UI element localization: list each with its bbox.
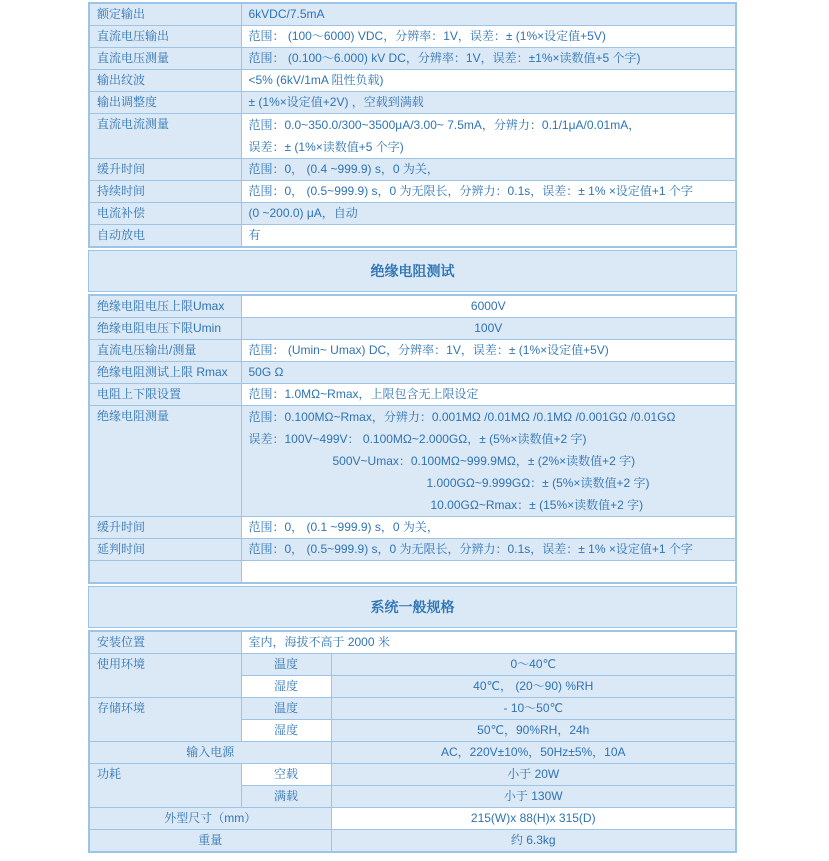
row-label: 使用环境 (89, 654, 241, 698)
row-value: (0 ~200.0) μA，自动 (241, 203, 736, 225)
row-value: 有 (241, 225, 736, 248)
table-row (89, 808, 736, 830)
row-label: 存储环境 (89, 698, 241, 742)
row-sublabel: 湿度 (241, 720, 331, 742)
row-value: 小于 20W (331, 764, 736, 786)
row-value: 0～40℃ (331, 654, 736, 676)
row-value: 范围： (Umin~ Umax) DC，分辨率：1V，误差：± (1%×设定值+5V) (241, 340, 736, 362)
table-row (89, 830, 736, 853)
row-value (241, 114, 736, 159)
table-row (89, 318, 736, 340)
row-value: 小于 130W (331, 786, 736, 808)
table-row (89, 539, 736, 561)
row-sublabel: 温度 (241, 654, 331, 676)
row-value: 约 6.3kg (331, 830, 736, 853)
row-value: 100V (241, 318, 736, 340)
table-row (89, 26, 736, 48)
row-value: <5% (6kV/1mA 阻性负载) (241, 70, 736, 92)
row-value (241, 406, 736, 517)
table-row (89, 561, 736, 584)
row-label: 直流电流测量 (89, 114, 241, 159)
row-label: 安装位置 (89, 631, 241, 654)
row-label: 额定输出 (89, 3, 241, 26)
table-row (89, 384, 736, 406)
table-row (89, 654, 736, 676)
table-row (89, 631, 736, 654)
row-sublabel: 空载 (241, 764, 331, 786)
section-header-insulation: 绝缘电阻测试 (88, 250, 737, 292)
row-value: 50℃，90%RH，24h (331, 720, 736, 742)
row-label: 绝缘电阻测试上限 Rmax (89, 362, 241, 384)
value-line: 范围：0.100MΩ~Rmax，分辨力：0.001MΩ /0.01MΩ /0.1MΩ /0.001GΩ /0.01GΩ (248, 410, 676, 424)
table-row (89, 181, 736, 203)
value-line: 10.00GΩ~Rmax：± (15%×读数值+2 字) (430, 498, 644, 512)
row-label: 持续时间 (89, 181, 241, 203)
row-value: 范围：0， (0.1 ~999.9) s，0 为关， (241, 517, 736, 539)
table-row (89, 764, 736, 786)
spec-table-dc-output (88, 2, 737, 248)
row-label: 绝缘电阻电压上限Umax (89, 295, 241, 318)
row-label: 功耗 (89, 764, 241, 808)
row-label: 电阻上下限设置 (89, 384, 241, 406)
value-line: 1.000GΩ~9.999GΩ：± (5%×读数值+2 字) (426, 476, 650, 490)
row-label: 延判时间 (89, 539, 241, 561)
row-label: 电流补偿 (89, 203, 241, 225)
row-sublabel: 温度 (241, 698, 331, 720)
row-value: ± (1%×设定值+2V) ，空载到满载 (241, 92, 736, 114)
table-row (89, 340, 736, 362)
row-value: AC，220V±10%，50Hz±5%，10A (331, 742, 736, 764)
table-row (89, 295, 736, 318)
section-header-system: 系统一般规格 (88, 586, 737, 628)
table-row (89, 698, 736, 720)
row-value: 范围： (0.100～6.000) kV DC，分辨率：1V，误差：±1%×读数值+5 个字) (241, 48, 736, 70)
value-line: 误差：100V~499V： 0.100MΩ~2.000GΩ，± (5%×读数值+2 字) (248, 432, 587, 446)
table-row (89, 406, 736, 517)
table-row (89, 70, 736, 92)
row-value: - 10～50℃ (331, 698, 736, 720)
value-line: 误差：± (1%×读数值+5 个字) (248, 140, 404, 154)
row-label: 输出纹波 (89, 70, 241, 92)
row-sublabel: 湿度 (241, 676, 331, 698)
row-value: 范围：0， (0.5~999.9) s，0 为无限长，分辨力：0.1s，误差：± 1% ×设定值+1 个字 (241, 539, 736, 561)
spec-table-system (88, 630, 737, 853)
row-value: 范围：0， (0.5~999.9) s，0 为无限长，分辨力：0.1s，误差：± 1% ×设定值+1 个字 (241, 181, 736, 203)
row-label: 直流电压测量 (89, 48, 241, 70)
row-label: 缓升时间 (89, 517, 241, 539)
table-row (89, 159, 736, 181)
spec-table-insulation (88, 294, 737, 584)
row-label: 自动放电 (89, 225, 241, 248)
row-value: 40℃， (20～90) %RH (331, 676, 736, 698)
table-row (89, 114, 736, 159)
row-value (241, 561, 736, 584)
table-row (89, 362, 736, 384)
row-label: 输入电源 (89, 742, 331, 764)
row-value: 室内，海拔不高于 2000 米 (241, 631, 736, 654)
table-row (89, 742, 736, 764)
row-sublabel: 满载 (241, 786, 331, 808)
value-line: 范围：0.0~350.0/300~3500μA/3.00~ 7.5mA，分辨力：0.1/1μA/0.01mA， (248, 118, 641, 132)
row-label: 绝缘电阻电压下限Umin (89, 318, 241, 340)
table-row (89, 48, 736, 70)
row-label: 外型尺寸（mm） (89, 808, 331, 830)
row-label: 直流电压输出 (89, 26, 241, 48)
table-row (89, 225, 736, 248)
row-value: 6000V (241, 295, 736, 318)
row-label: 缓升时间 (89, 159, 241, 181)
row-value: 范围：1.0MΩ~Rmax，上限包含无上限设定 (241, 384, 736, 406)
row-value: 范围： (100～6000) VDC，分辨率：1V，误差：± (1%×设定值+5V) (241, 26, 736, 48)
row-label: 输出调整度 (89, 92, 241, 114)
row-label: 直流电压输出/测量 (89, 340, 241, 362)
row-label (89, 561, 241, 584)
value-line: 500V~Umax：0.100MΩ~999.9MΩ，± (2%×读数值+2 字) (332, 454, 636, 468)
spec-document (88, 2, 737, 853)
table-row (89, 203, 736, 225)
table-row (89, 517, 736, 539)
table-row (89, 3, 736, 26)
row-value: 215(W)x 88(H)x 315(D) (331, 808, 736, 830)
row-value: 6kVDC/7.5mA (241, 3, 736, 26)
row-value: 50G Ω (241, 362, 736, 384)
table-row (89, 92, 736, 114)
row-label: 重量 (89, 830, 331, 853)
row-value: 范围：0， (0.4 ~999.9) s，0 为关， (241, 159, 736, 181)
row-label: 绝缘电阻测量 (89, 406, 241, 517)
